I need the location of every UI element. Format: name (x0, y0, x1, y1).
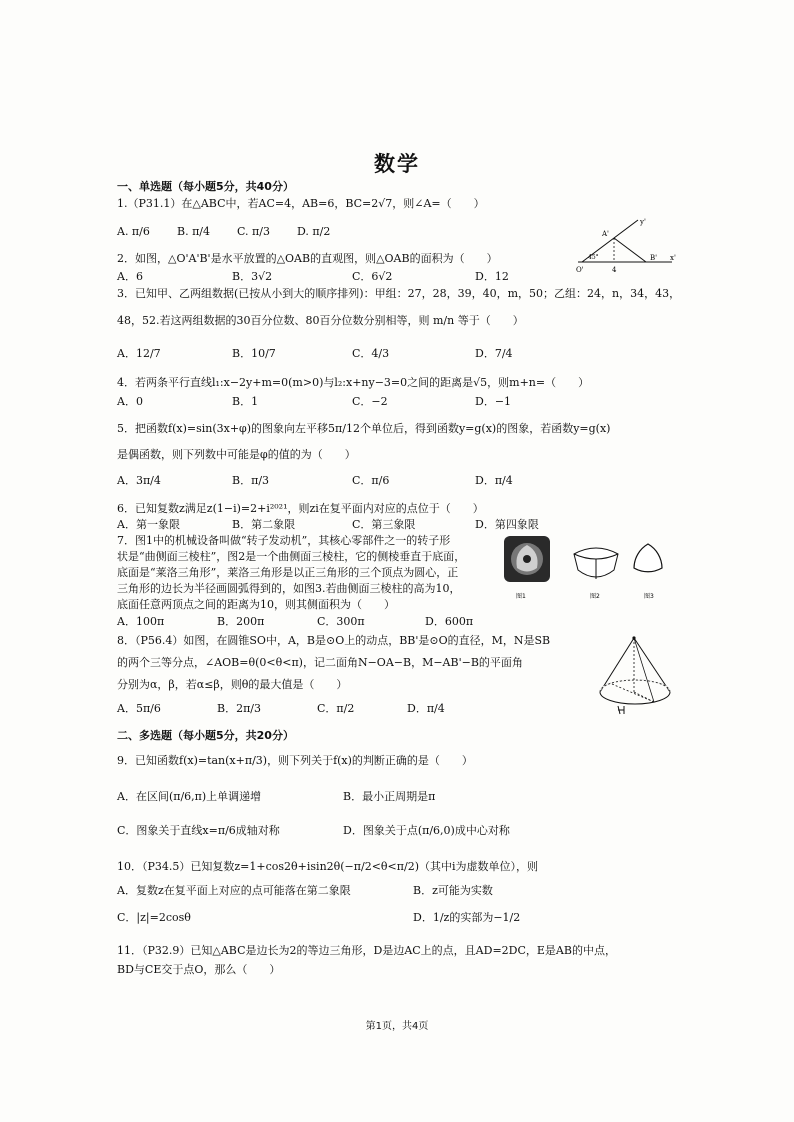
q2-option-c: C．6√2 (352, 270, 393, 283)
q7-line1: 7．图1中的机械设备叫做“转子发动机”，其核心零部件之一的转子形 (117, 534, 451, 547)
q8-option-a: A．5π/6 (117, 702, 161, 715)
fig-label-b: B' (650, 254, 658, 262)
q7-line5: 底面任意两顶点之间的距离为10，则其侧面积为（ ） (117, 598, 395, 611)
q1-option-a: A. π/6 (117, 225, 150, 238)
q8-line1: 8．（P56.4）如图，在圆锥SO中，A，B是⊙O上的动点，BB'是⊙O的直径，M，N是SB (117, 634, 551, 647)
q4-option-b: B．1 (232, 395, 259, 408)
q3-option-b: B．10/7 (232, 347, 276, 360)
q2-option-d: D．12 (475, 270, 509, 283)
q1-option-c: C. π/3 (237, 225, 270, 238)
q1-option-d: D. π/2 (297, 225, 331, 238)
q7-option-d: D．600π (425, 615, 474, 628)
q2-option-a: A．6 (117, 270, 143, 283)
q8-line2: 的两个三等分点，∠AOB=θ(0<θ<π)，记二面角N−OA−B，M−AB'−B的平面角 (117, 656, 523, 669)
page-title: 数学 (374, 152, 420, 176)
q5-option-b: B．π/3 (232, 474, 270, 487)
q10-option-b: B．z可能为实数 (413, 884, 493, 897)
q4-option-c: C．−2 (352, 395, 388, 408)
q7-line4: 三角形的边长为半径画圆弧得到的，如图3.若曲侧面三棱柱的高为10， (117, 582, 461, 595)
q3-option-a: A．12/7 (117, 347, 161, 360)
q11-line1: 11．（P32.9）已知△ABC是边长为2的等边三角形，D是边AC上的点，且AD=2DC，E是AB的中点， (117, 944, 616, 957)
q5-option-d: D．π/4 (475, 474, 513, 487)
q2-stem: 2．如图，△O'A'B'是水平放置的△OAB的直观图，则△OAB的面积为（ ） (117, 252, 498, 265)
q5-line2: 是偶函数，则下列数中可能是φ的值的为（ ） (117, 448, 356, 461)
q11-line2: BD与CE交于点O，那么（ ） (117, 963, 281, 976)
q7-line3: 底面是“莱洛三角形”，莱洛三角形是以正三角形的三个顶点为圆心，正 (117, 566, 459, 579)
q7-option-a: A．100π (117, 615, 165, 628)
fig3-label: 图3 (644, 593, 654, 600)
q7-figures (500, 528, 690, 604)
q8-option-b: B．2π/3 (217, 702, 262, 715)
q10-stem: 10．（P34.5）已知复数z=1+cos2θ+isin2θ(−π/2<θ<π/2)（其中i为虚数单位），则 (117, 860, 539, 873)
q9-option-d: D．图象关于点(π/6,0)成中心对称 (343, 824, 510, 837)
q3-option-c: C．4/3 (352, 347, 390, 360)
q9-option-b: B．最小正周期是π (343, 790, 436, 803)
fig-label-a: A' (602, 230, 609, 238)
q2-figure (572, 216, 682, 274)
fig-label-length: 4 (612, 266, 617, 274)
q1-stem: 1.（P31.1）在△ABC中，若AC=4，AB=6，BC=2√7，则∠A=（ ） (117, 197, 485, 210)
fig-label-angle: 45° (588, 254, 599, 261)
q1-option-b: B. π/4 (177, 225, 211, 238)
q10-option-d: D．1/z的实部为−1/2 (413, 911, 521, 924)
q6-option-d: D．第四象限 (475, 518, 539, 531)
q9-stem: 9．已知函数f(x)=tan(x+π/3)，则下列关于f(x)的判断正确的是（ ） (117, 754, 473, 767)
q10-option-c: C．|z|=2cosθ (117, 911, 191, 924)
q6-stem: 6．已知复数z满足z(1−i)=2+i²⁰²¹，则zi在复平面内对应的点位于（ ） (117, 502, 484, 515)
q10-option-a: A．复数z在复平面上对应的点可能落在第二象限 (117, 884, 351, 897)
q8-option-c: C．π/2 (317, 702, 355, 715)
section-single-choice: 一、单选题（每小题5分，共40分） (117, 180, 294, 193)
section-multi-choice: 二、多选题（每小题5分，共20分） (117, 729, 294, 742)
q4-option-d: D．−1 (475, 395, 512, 408)
q5-line1: 5．把函数f(x)=sin(3x+φ)的图象向左平移5π/12个单位后，得到函数y=g(x)的图象，若函数y=g(x) (117, 422, 611, 435)
q9-option-a: A．在区间(π/6,π)上单调递增 (117, 790, 262, 803)
fig2-label: 图2 (590, 593, 600, 600)
fig-label-o: O' (576, 266, 584, 274)
q6-option-a: A．第一象限 (117, 518, 180, 531)
fig1-label: 图1 (516, 593, 526, 600)
fig-label-x: x' (670, 254, 676, 262)
q3-line1: 3．已知甲、乙两组数据(已按从小到大的顺序排列)：甲组：27，28，39，40，m，50；乙组：24，n，34，43， (117, 287, 681, 300)
q9-option-c: C．图象关于直线x=π/6成轴对称 (117, 824, 280, 837)
q4-option-a: A．0 (117, 395, 143, 408)
q3-option-d: D．7/4 (475, 347, 513, 360)
q6-option-b: B．第二象限 (232, 518, 296, 531)
q8-option-d: D．π/4 (407, 702, 445, 715)
q7-line2: 状是“曲侧面三棱柱”，图2是一个曲侧面三棱柱，它的侧棱垂直于底面， (117, 550, 466, 563)
q6-option-c: C．第三象限 (352, 518, 416, 531)
q5-option-c: C．π/6 (352, 474, 390, 487)
page-footer: 第1页，共4页 (365, 1021, 429, 1032)
q3-line2: 48，52.若这两组数据的30百分位数、80百分位数分别相等，则 m/n 等于（ ） (117, 314, 524, 327)
q8-cone-figure (594, 634, 678, 716)
fig-label-y: y' (640, 218, 646, 226)
q7-option-b: B．200π (217, 615, 265, 628)
q2-option-b: B．3√2 (232, 270, 273, 283)
q7-option-c: C．300π (317, 615, 365, 628)
q8-line3: 分别为α，β，若α≤β，则θ的最大值是（ ） (117, 678, 348, 691)
q5-option-a: A．3π/4 (117, 474, 161, 487)
q4-stem: 4．若两条平行直线l₁:x−2y+m=0(m>0)与l₂:x+ny−3=0之间的距离是√5，则m+n=（ ） (117, 376, 590, 389)
